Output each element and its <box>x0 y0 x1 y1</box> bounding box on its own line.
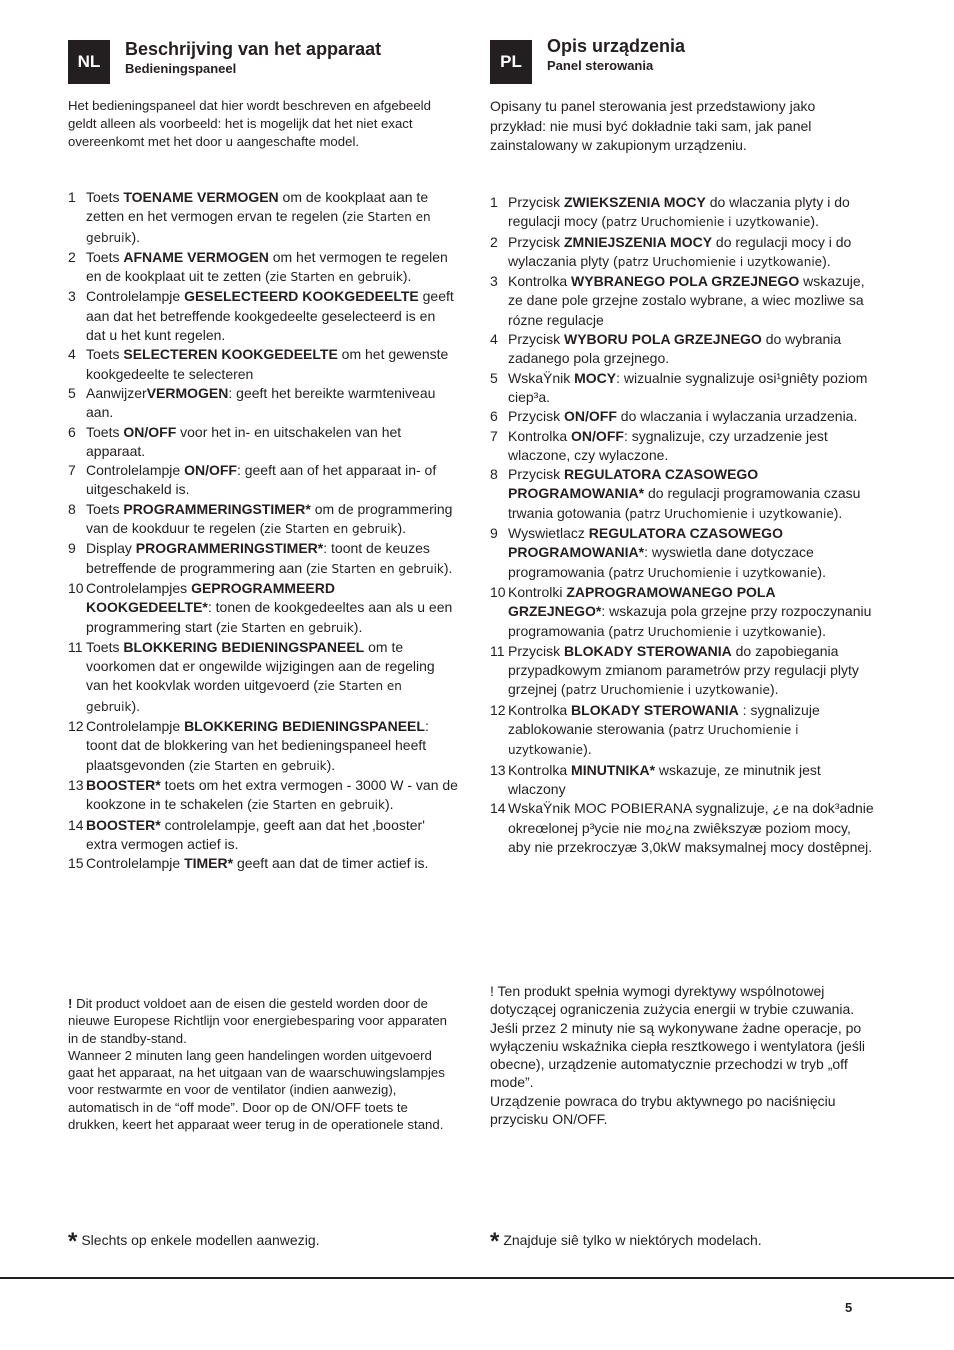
footnote-pl <box>490 1228 762 1256</box>
legend-item-end: ). <box>817 563 826 580</box>
legend-item-end: ). <box>443 559 453 576</box>
legend-item-name: PROGRAMMERINGSTIMER* <box>123 500 311 517</box>
legend-item-text: Przycisk <box>508 233 564 250</box>
legend-item-reference: patrz Uruchomienie i uzytkowanie <box>613 624 818 639</box>
legend-item-reference: zie Starten en gebruik <box>251 798 385 813</box>
legend-item-description: : toont de keuzes betreffende de programmering aan ( <box>86 540 430 576</box>
section-subtitle-nl: Bedieningspaneel <box>125 61 237 76</box>
section-header-pl <box>490 38 875 96</box>
legend-item-number: 14 <box>68 816 84 833</box>
legend-item-description: do zapobiegania przypadkowym zmianom parametrów przy regulacji plyty grzejnej ( <box>508 642 859 698</box>
legend-item-name: MOCY <box>574 369 617 386</box>
legend-item-name: TOENAME VERMOGEN <box>123 189 279 205</box>
legend-item-name: ON/OFF <box>564 408 617 425</box>
legend-item-reference: patrz Uruchomienie i uzytkowanie <box>613 565 818 580</box>
legend-item-description: om het vermogen te regelen en de kookplaat uit te zetten ( <box>86 248 448 285</box>
legend-item <box>490 799 875 857</box>
asterisk-icon: * <box>490 1228 500 1255</box>
legend-item-number: 8 <box>490 466 498 483</box>
note-paragraph-2-pl: Jeśli przez 2 minuty nie są wykonywane żadne operacje, po wyłączeniu wskaźnika ciepła resztkowego i wentylatora (jeśli obecne), urządzenie automatycznie przechodzi w tryb „off mode”. <box>490 1019 866 1091</box>
bottom-divider <box>0 1277 954 1279</box>
legend-item-description: : wskazuja pola grzejne przy rozpoczynaniu programowania ( <box>508 603 872 639</box>
legend-item-end: ). <box>397 520 406 537</box>
intro-text-pl: Opisany tu panel sterowania jest przedstawiony jako przykład: nie musi być dokładnie taki sam, jak panel zainstalowany w zakupionym urządzeniu. <box>490 98 816 153</box>
footnote-text-pl: Znajduje siê tylko w niektórych modelach. <box>503 1232 762 1248</box>
legend-item-number: 7 <box>68 462 76 479</box>
legend-item-number: 2 <box>490 233 498 250</box>
legend-item-text: Kontrolki <box>508 583 567 600</box>
warning-mark-nl: ! <box>68 996 73 1011</box>
note-paragraph-1-nl: Dit product voldoet aan de eisen die gesteld worden door de nieuwe Europese Richtlijn voor energiebesparing voor apparaten in de standby-stand. <box>68 996 448 1046</box>
column-nl <box>68 38 458 1255</box>
legend-item <box>68 500 458 540</box>
legend-item-reference: patrz Uruchomienie i uzytkowanie <box>617 254 823 269</box>
legend-item-number: 15 <box>68 855 84 872</box>
note-paragraph-3-pl: Urządzenie powraca do trybu aktywnego po naciśnięciu przycisku ON/OFF. <box>490 1092 836 1128</box>
legend-item-number: 10 <box>68 579 84 596</box>
legend-item-reference: zie Starten en gebruik <box>193 758 327 773</box>
legend-item <box>490 761 875 800</box>
legend-list-nl <box>68 188 458 873</box>
section-subtitle-pl: Panel sterowania <box>547 58 654 73</box>
legend-item-text: Controlelampje <box>86 462 185 479</box>
legend-item-text: Przycisk <box>508 194 564 210</box>
legend-item-reference: zie Starten en gebruik <box>264 522 398 537</box>
legend-item-description: : wyswietla dane dotyczace programowania ( <box>508 544 814 580</box>
legend-item <box>68 287 458 345</box>
legend-item-name: SELECTEREN KOOKGEDEELTE <box>123 346 338 363</box>
legend-item-text: Controlelampje <box>86 718 185 735</box>
page-number: 5 <box>845 1300 853 1315</box>
legend-item-text: Toets <box>86 638 124 655</box>
legend-item-reference: zie Starten en gebruik <box>269 270 403 285</box>
legend-item <box>490 642 875 701</box>
legend-item-number: 1 <box>490 194 498 210</box>
legend-item <box>68 854 458 873</box>
section-title-pl: Opis urządzenia <box>547 36 686 56</box>
legend-item-text: Wyswietlacz <box>508 525 589 542</box>
legend-item-name: ON/OFF <box>571 427 624 444</box>
legend-item-name: WYBRANEGO POLA GRZEJNEGO <box>571 273 800 290</box>
legend-item-end: ). <box>583 741 592 758</box>
legend-item-text: Przycisk <box>508 408 564 425</box>
legend-item-description: do wlaczania plyty i do regulacji mocy ( <box>508 194 850 230</box>
intro-text-nl: Het bedieningspaneel dat hier wordt beschreven en afgebeeld geldt alleen als voorbeeld: het is mogelijk dat het niet exact overeenkomt met het door u aangeschafte model. <box>68 98 431 149</box>
legend-item-description: : wizualnie sygnalizuje osi¹gniêty poziom ciep³a. <box>508 369 868 405</box>
legend-item-number: 4 <box>490 331 498 348</box>
legend-item-name: ON/OFF <box>184 462 237 479</box>
legend-item-text: Controlelampje <box>86 288 185 305</box>
legend-item <box>490 427 875 466</box>
legend-item <box>490 193 875 233</box>
legend-item-text: Toets <box>86 423 124 440</box>
legend-item-number: 12 <box>490 701 506 718</box>
column-pl <box>490 36 875 1255</box>
legend-item-description: om de programmering van de kookduur te regelen ( <box>86 500 453 537</box>
legend-item-text: Aanwijzer <box>86 384 147 401</box>
legend-item-description: wskazuje, ze minutnik jest wlaczony <box>508 761 821 797</box>
legend-item-number: 11 <box>490 642 505 659</box>
legend-item <box>490 233 875 273</box>
legend-item <box>68 776 458 816</box>
legend-item-description: voor het in- en uitschakelen van het apparaat. <box>86 423 402 459</box>
legend-item-end: ). <box>402 268 412 285</box>
legend-item-number: 6 <box>490 408 498 425</box>
legend-item-description: do wlaczania i wylaczania urzadzenia. <box>616 408 858 425</box>
legend-item-reference: patrz Uruchomienie i uzytkowanie <box>508 723 799 758</box>
legend-item-number: 1 <box>68 189 76 205</box>
legend-item-name: BLOKADY STEROWANIA <box>571 701 739 718</box>
legend-item-number: 4 <box>68 346 76 363</box>
legend-item-reference: patrz Uruchomienie i uzytkowanie <box>606 215 811 230</box>
legend-item-name: ZWIEKSZENIA MOCY <box>564 194 706 210</box>
legend-item-name: BOOSTER* <box>86 776 161 793</box>
legend-item-number: 12 <box>68 718 84 735</box>
legend-item-number: 2 <box>68 248 76 265</box>
note-paragraph-2-nl: Wanneer 2 minuten lang geen handelingen worden uitgevoerd gaat het apparaat, na het uitgaan van de waarschuwingslampjes voor restwarmte en voor de ventilator (indien aanwezig), automatisch in de “off mode”. Door op de ON/OFF toets te drukken, keert het apparaat weer terug in de operationele stand. <box>68 1047 445 1133</box>
legend-item <box>490 407 875 426</box>
legend-item <box>490 369 875 408</box>
legend-item-name: BLOKKERING BEDIENINGSPANEEL <box>184 718 425 735</box>
legend-item-text: Toets <box>86 500 124 517</box>
legend-item-name: BOOSTER* <box>86 816 161 833</box>
legend-item <box>490 701 875 761</box>
legend-item-number: 6 <box>68 423 76 440</box>
legend-item-end: ). <box>822 252 831 269</box>
legend-item-end: ). <box>384 796 394 813</box>
legend-item-name: BLOKADY STEROWANIA <box>564 642 732 659</box>
legend-item-text: Toets <box>86 248 124 265</box>
legend-item-number: 5 <box>490 369 498 386</box>
legend-item-text: Kontrolka <box>508 761 572 778</box>
legend-item-text: Controlelampje <box>86 855 185 872</box>
legend-item-name: REGULATORA CZASOWEGO PROGRAMOWANIA* <box>508 525 783 561</box>
note-nl <box>68 995 458 1133</box>
legend-item-number: 9 <box>68 540 76 557</box>
legend-list-pl <box>490 193 875 857</box>
legend-item-text: Controlelampjes <box>86 579 192 596</box>
legend-item-description: geeft aan dat de timer actief is. <box>233 855 429 872</box>
legend-item-name: VERMOGEN <box>146 384 229 401</box>
legend-item-number: 3 <box>490 273 498 290</box>
legend-item-text: Kontrolka <box>508 701 572 718</box>
legend-item-name: GESELECTEERD KOOKGEDEELTE <box>184 288 419 305</box>
legend-item <box>68 638 458 717</box>
legend-item-name: TIMER* <box>184 855 234 872</box>
legend-item-reference: patrz Uruchomienie i uzytkowanie <box>629 506 834 521</box>
legend-item <box>68 579 458 638</box>
legend-item <box>490 465 875 524</box>
legend-item <box>68 188 458 248</box>
legend-item-name: ZMNIEJSZENIA MOCY <box>564 233 713 250</box>
legend-item-name: BLOKKERING BEDIENINGSPANEEL <box>123 638 365 655</box>
legend-item-number: 8 <box>68 500 76 517</box>
legend-item-number: 10 <box>490 583 506 600</box>
legend-item-number: 14 <box>490 800 506 817</box>
legend-item-name: MINUTNIKA* <box>571 761 656 778</box>
legend-item-text: Display <box>86 540 136 557</box>
legend-item-end: ). <box>817 622 826 639</box>
legend-item-end: ). <box>353 618 363 635</box>
legend-item-description: geeft aan dat het betreffende kookgedeelte geselecteerd is en dat u het kunt regelen. <box>86 288 454 344</box>
section-title-nl: Beschrijving van het apparaat <box>125 39 382 59</box>
legend-item-end: ). <box>769 681 779 698</box>
note-pl <box>490 982 875 1128</box>
legend-item-end: ). <box>833 504 843 521</box>
legend-item <box>68 461 458 500</box>
legend-item-end: ). <box>131 697 141 714</box>
legend-item-text: Przycisk <box>508 466 564 483</box>
legend-item-description: : geeft het bereikte warmteniveau aan. <box>86 384 436 421</box>
legend-item-number: 3 <box>68 288 76 305</box>
legend-item-number: 7 <box>490 427 498 444</box>
legend-item-number: 13 <box>68 776 84 793</box>
legend-item-text: WskaŸnik <box>508 369 575 386</box>
legend-item <box>68 248 458 288</box>
legend-item-description: do regulacji mocy i do wylaczania plyty ( <box>508 233 852 269</box>
legend-item-description: om het gewenste kookgedeelte te selecteren <box>86 346 449 382</box>
legend-item-description: : toont dat de blokkering van het bedieningspaneel heeft plaatsgevonden ( <box>86 718 429 773</box>
legend-item-description: do regulacji programowania czasu trwania gotowania ( <box>508 485 861 521</box>
legend-item-number: 5 <box>68 384 76 401</box>
legend-item-reference: patrz Uruchomienie i uzytkowanie <box>565 683 770 698</box>
legend-item-description: om te voorkomen dat er ongewilde wijzigingen aan de regeling van het kookvlak worden uitgevoerd ( <box>86 638 435 694</box>
legend-item-description: do wybrania zadanego pola grzejnego. <box>508 331 842 367</box>
legend-item <box>490 583 875 642</box>
legend-item-end: ). <box>810 213 819 230</box>
footnote-nl <box>68 1228 320 1256</box>
legend-item-name: WYBORU POLA GRZEJNEGO <box>564 331 762 348</box>
legend-item-description: : geeft aan of het apparaat in- of uitgeschakeld is. <box>86 462 437 498</box>
legend-item-text: Toets <box>86 346 124 363</box>
legend-item <box>68 423 458 462</box>
legend-item-reference: zie Starten en gebruik <box>310 561 444 576</box>
legend-item-description: wskazuje, ze dane pole grzejne zostalo wybrane, a wiec mozliwe sa rózne regulacje <box>508 273 865 328</box>
legend-item-name: GEPROGRAMMEERD KOOKGEDEELTE* <box>86 579 335 616</box>
legend-item-name: REGULATORA CZASOWEGO PROGRAMOWANIA* <box>508 466 759 502</box>
legend-item-description: om de kookplaat aan te zetten en het vermogen ervan te regelen ( <box>86 189 429 225</box>
legend-item-number: 11 <box>68 638 83 655</box>
legend-item-text: Kontrolka <box>508 427 572 444</box>
legend-item <box>68 539 458 579</box>
legend-item-number: 9 <box>490 525 498 542</box>
legend-item-description: : tonen de kookgedeeltes aan als u een programmering start ( <box>86 599 453 635</box>
legend-item <box>68 384 458 423</box>
legend-item <box>490 272 875 330</box>
legend-item <box>490 330 875 369</box>
legend-item-text: Przycisk <box>508 331 564 348</box>
legend-item-number: 13 <box>490 761 506 778</box>
legend-item <box>68 717 458 776</box>
legend-item-name: PROGRAMMERINGSTIMER* <box>135 540 324 557</box>
legend-item-name: AFNAME VERMOGEN <box>123 248 269 265</box>
asterisk-icon: * <box>68 1228 78 1255</box>
section-header-nl <box>68 38 458 96</box>
legend-item-reference: zie Starten en gebruik <box>220 620 354 635</box>
language-badge-nl: NL <box>68 40 110 84</box>
legend-item-end: ). <box>131 228 141 245</box>
legend-item <box>68 345 458 384</box>
legend-item <box>68 816 458 855</box>
legend-item-name: ON/OFF <box>123 423 177 440</box>
legend-item-description: toets om het extra vermogen - 3000 W - van de kookzone in te schakelen ( <box>86 776 458 813</box>
legend-item <box>490 524 875 583</box>
legend-item-description: : sygnalizuje, czy urzadzenie jest wlaczone, czy wylaczone. <box>508 427 828 463</box>
legend-item-text: WskaŸnik MOC POBIERANA sygnalizuje, ¿e na dok³adnie okreœlonej p³ycie nie mo¿na zwiêkszyæ poziom mocy, aby nie przekroczyæ 3,0kW maksymalnej mocy dostêpnej. <box>508 800 874 855</box>
footnote-text-nl: Slechts op enkele modellen aanwezig. <box>81 1232 320 1248</box>
legend-item-end: ). <box>326 756 336 773</box>
note-paragraph-1-pl: ! Ten produkt spełnia wymogi dyrektywy wspólnotowej dotyczącej ograniczenia zużycia energii w trybie czuwania. <box>490 983 855 1018</box>
legend-item-text: Kontrolka <box>508 273 572 290</box>
legend-item-name: ZAPROGRAMOWANEGO POLA GRZEJNEGO* <box>508 583 776 620</box>
legend-item-reference: zie Starten en gebruik <box>86 679 402 714</box>
language-badge-pl: PL <box>490 40 532 84</box>
legend-item-description: controlelampje, geeft aan dat het ‚booster' extra vermogen actief is. <box>86 816 425 852</box>
legend-item-text: Przycisk <box>508 642 564 659</box>
legend-item-reference: zie Starten en gebruik <box>86 210 431 245</box>
legend-item-text: Toets <box>86 189 124 205</box>
legend-item-description: : sygnalizuje zablokowanie sterowania ( <box>508 701 820 738</box>
